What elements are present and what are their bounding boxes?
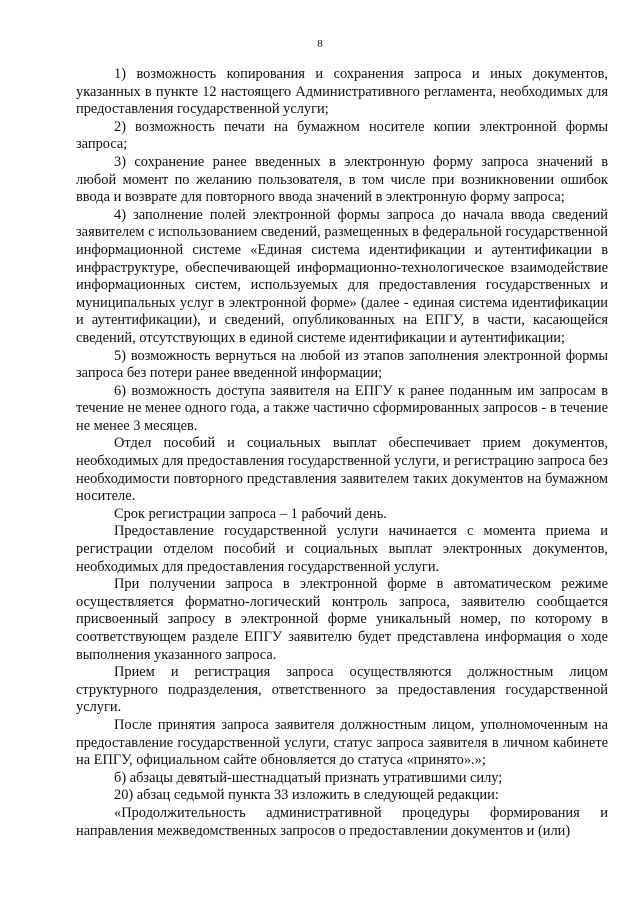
paragraph-registration-term: Срок регистрации запроса – 1 рабочий день. bbox=[114, 505, 387, 522]
paragraph-service-start: Предоставление государственной услуги начинается с момента приема и регистрации отделом пособий и социальных выплат электронных документов, необходимых для предоставления государственной услуги. bbox=[76, 523, 608, 575]
paragraph-duration: «Продолжительность административной процедуры формирования и направления межведомственных запросов о предоставлении документов и (или) bbox=[76, 804, 608, 839]
paragraph-item-6-access: 6) возможность доступа заявителя на ЕПГУ к ранее поданным им запросам в течение не менее одного года, а также частично сформированных запросов - в течение не менее 3 месяцев. bbox=[76, 382, 608, 434]
paragraph-item-5-return: 5) возможность вернуться на любой из этапов заполнения электронной формы запроса без потери ранее введенной информации; bbox=[76, 347, 608, 382]
paragraph-item-3-save-values: 3) сохранение ранее введенных в электронную форму запроса значений в любой момент по желанию пользователя, в том числе при возникновении ошибок ввода и возврате для повторного ввода значений в электронную форму запроса; bbox=[76, 153, 608, 206]
paragraph-item-1-copy-save: 1) возможность копирования и сохранения запроса и иных документов, указанных в пункте 12 настоящего Административного регламента, необходимых для предоставления государственной услуги; bbox=[76, 66, 608, 118]
paragraph-document-receipt: Отдел пособий и социальных выплат обеспечивает прием документов, необходимых для предоставления государственной услуги, и регистрацию запроса без необходимости повторного представления заявителем таких документов на бумажном носителе. bbox=[76, 435, 608, 505]
paragraph-item-4-prefill: 4) заполнение полей электронной формы запроса до начала ввода сведений заявителем с использованием сведений, размещенных в федеральной государственной информационной системе «Единая система идентификации и аутентификации в инфраструктуре, обеспечивающей информационно-технологическое взаимодействие информационных систем, используемых для предоставления государственных и муниципальных услуг в электронной форме» (далее - единая система идентификации и аутентификации), и сведений, опубликованных на ЕПГУ, в части, касающейся сведений, отсутствующих в единой системе идентификации и аутентификации; bbox=[76, 206, 608, 346]
paragraph-item-2-print: 2) возможность печати на бумажном носителе копии электронной формы запроса; bbox=[76, 118, 608, 153]
document-body bbox=[76, 66, 608, 840]
paragraph-amendment-20: 20) абзац седьмой пункта 33 изложить в следующей редакции: bbox=[114, 787, 499, 804]
paragraph-amendment-b: б) абзацы девятый-шестнадцатый признать утратившими силу; bbox=[114, 769, 503, 786]
page-number: 8 bbox=[317, 38, 323, 50]
paragraph-status-update: После принятия запроса заявителя должностным лицом, уполномоченным на предоставление государственной услуги, статус запроса заявителя в личном кабинете на ЕПГУ, официальном сайте обновляется до статуса «принято».»; bbox=[76, 716, 608, 769]
paragraph-format-control: При получении запроса в электронной форме в автоматическом режиме осуществляется форматно-логический контроль запроса, заявителю сообщается присвоенный запросу в электронной форме уникальный номер, по которому в соответствующем разделе ЕПГУ заявителю будет представлена информация о ходе выполнения указанного запроса. bbox=[76, 576, 608, 663]
paragraph-reception: Прием и регистрация запроса осуществляются должностным лицом структурного подразделения, ответственного за предоставления государственной услуги. bbox=[76, 664, 608, 716]
